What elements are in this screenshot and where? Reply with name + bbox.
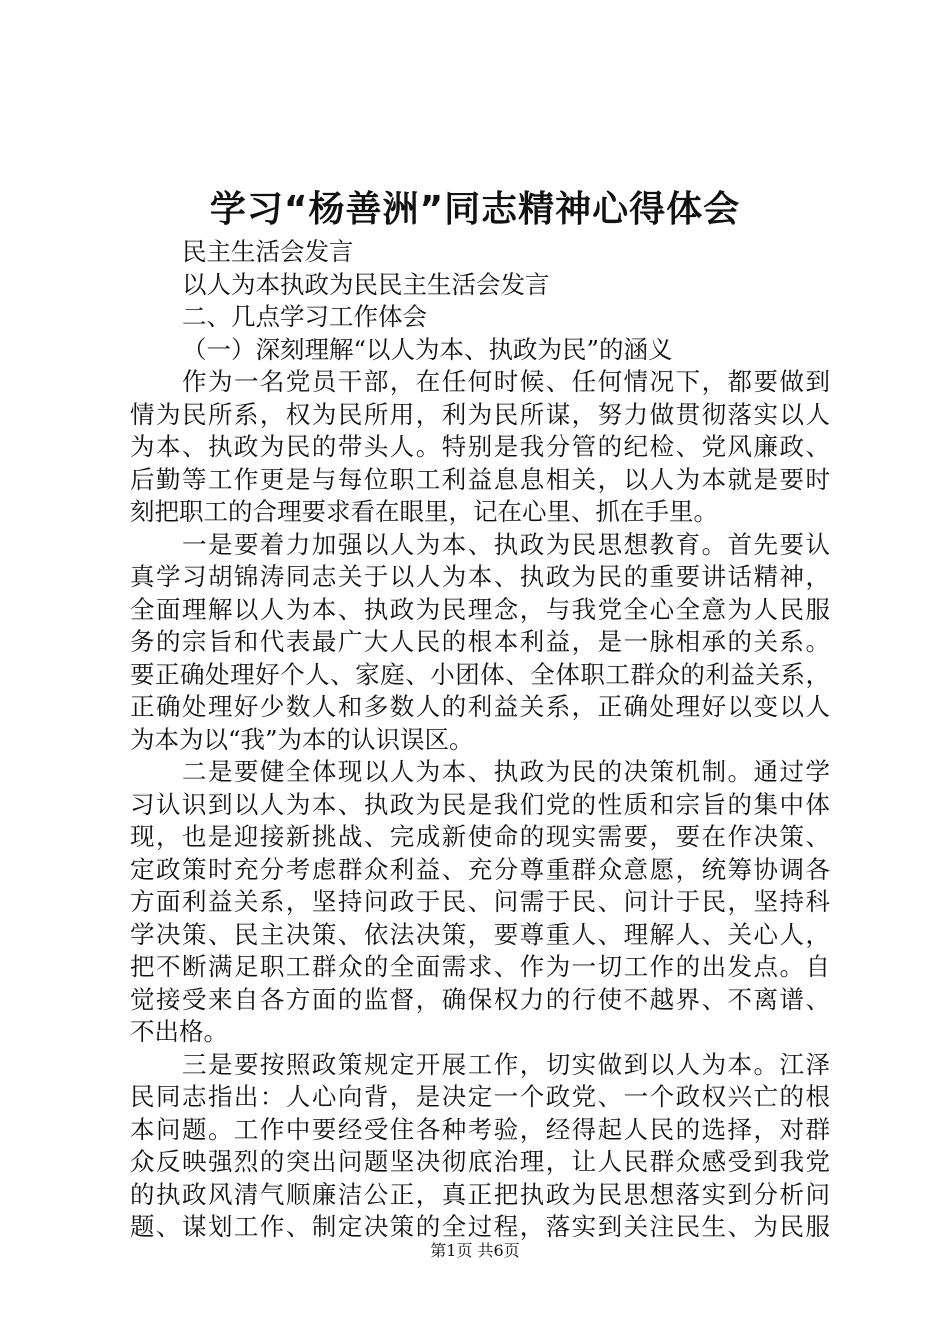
text-line: 民主生活会发言 [182,237,354,266]
text-line: 二、几点学习工作体会 [182,302,427,331]
text-line: 以人为本执政为民民主生活会发言 [182,269,550,299]
text-line: 的执政风清气顺廉洁公正，真正把执政为民思想落实到分析问 [130,1179,830,1209]
text-line: 真学习胡锦涛同志关于以人为本、执政为民的重要讲话精神， [130,562,830,591]
text-line: 一是要着力加强以人为本、执政为民思想教育。首先要认 [182,529,830,559]
text-line: 把不断满足职工群众的全面需求、作为一切工作的出发点。自 [130,952,830,981]
document-title: 学习“杨善洲”同志精神心得体会 [209,189,741,230]
text-line: 务的宗旨和代表最广大人民的根本利益，是一脉相承的关系。 [130,627,830,656]
text-line: 为本为以“我”为本的认识误区。 [130,724,474,754]
text-line: 为本、执政为民的带头人。特别是我分管的纪检、党风廉政、 [130,432,830,461]
text-line: 全面理解以人为本、执政为民理念，与我党全心全意为人民服 [130,594,830,624]
text-line: 不出格。 [130,1017,228,1046]
text-line: 要正确处理好个人、家庭、小团体、全体职工群众的利益关系， [130,659,830,689]
text-line: 众反映强烈的突出问题坚决彻底治理，让人民群众感受到我党 [130,1147,830,1176]
text-line: 现，也是迎接新挑战、完成新使命的现实需要，要在作决策、 [130,822,830,851]
page-footer: 第1页 共6页 [430,1241,520,1260]
text-line: 后勤等工作更是与每位职工利益息息相关，以人为本就是要时 [130,464,830,494]
text-line: 刻把职工的合理要求看在眼里，记在心里、抓在手里。 [130,497,718,526]
text-line: 作为一名党员干部，在任何时候、任何情况下，都要做到 [182,367,830,396]
text-line: 二是要健全体现以人为本、执政为民的决策机制。通过学 [182,757,830,786]
text-line: 情为民所系，权为民所用，利为民所谋，努力做贯彻落实以人 [130,399,830,429]
document-body [130,236,830,1244]
text-line: 定政策时充分考虑群众利益、充分尊重群众意愿，统筹协调各 [130,854,830,884]
text-line: （一）深刻理解“以人为本、执政为民”的涵义 [182,334,673,364]
text-line: 题、谋划工作、制定决策的全过程，落实到关注民生、为民服 [130,1212,830,1241]
text-line: 方面利益关系，坚持问政于民、问需于民、问计于民，坚持科 [130,887,830,916]
text-line: 学决策、民主决策、依法决策，要尊重人、理解人、关心人， [130,919,830,949]
text-line: 三是要按照政策规定开展工作，切实做到以人为本。江泽 [182,1049,830,1079]
text-line: 习认识到以人为本、执政为民是我们党的性质和宗旨的集中体 [130,789,830,819]
text-line: 民同志指出：人心向背，是决定一个政党、一个政权兴亡的根 [130,1082,830,1111]
text-line: 正确处理好少数人和多数人的利益关系，正确处理好以变以人 [130,692,830,721]
text-line: 本问题。工作中要经受住各种考验，经得起人民的选择，对群 [130,1114,830,1144]
text-line: 觉接受来自各方面的监督，确保权力的行使不越界、不离谱、 [130,984,830,1014]
